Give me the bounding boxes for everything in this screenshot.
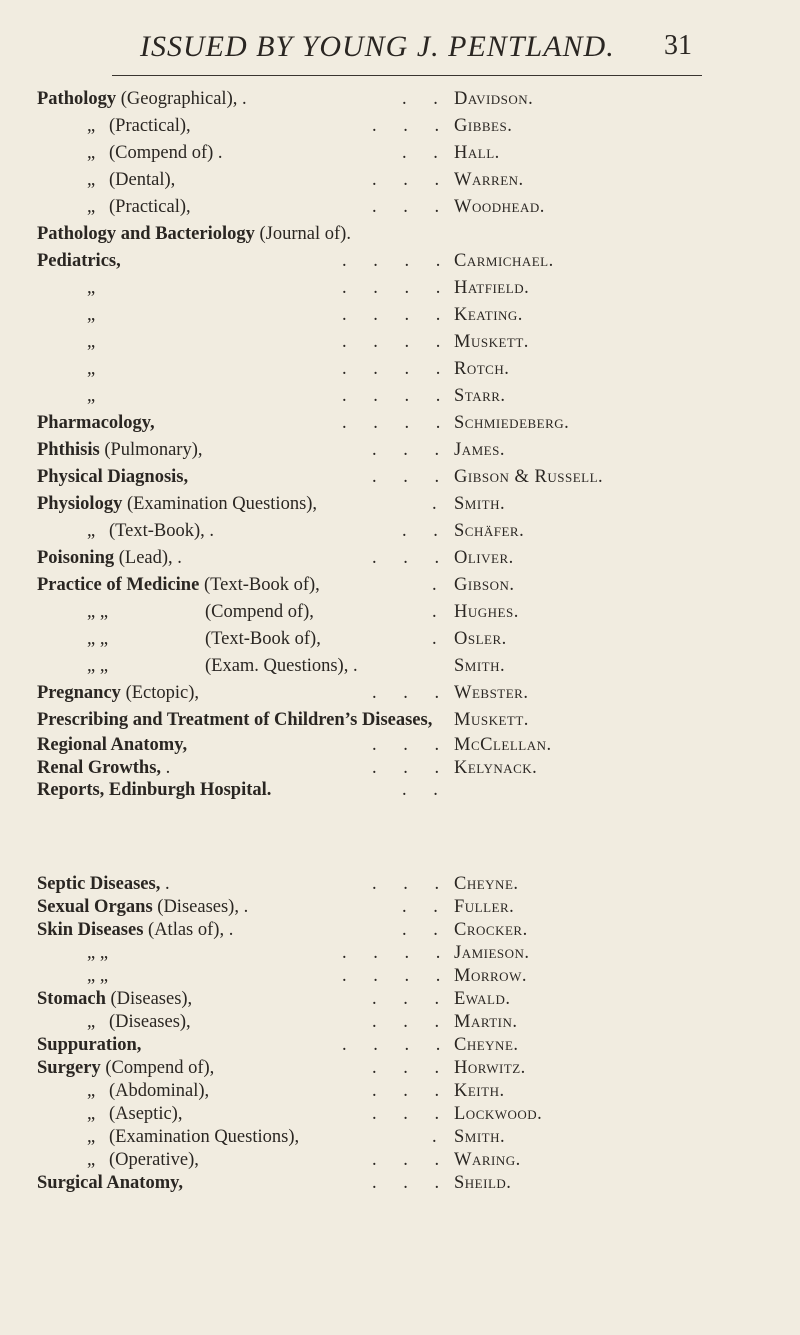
catalogue-entry [37, 873, 777, 896]
subject-heading: Physiology [37, 494, 123, 514]
entry-author: Keith. [454, 1081, 505, 1101]
catalogue-entry [37, 1011, 777, 1034]
entry-subject [37, 1172, 183, 1195]
subject-qualifier: (Operative), [109, 1150, 199, 1170]
catalogue-entry [37, 757, 777, 780]
leader-dots: . . . [372, 683, 440, 703]
entry-author: Smith. [454, 494, 506, 514]
subject-qualifier: (Practical), [109, 197, 191, 217]
leader-dots: . [432, 494, 437, 514]
header-rule [112, 75, 702, 76]
entry-subject [37, 734, 187, 757]
leader-dots: . . . [372, 874, 440, 894]
catalogue-entry [37, 329, 777, 356]
catalogue-entry [37, 518, 777, 545]
entry-author: Osler. [454, 629, 507, 649]
subject-heading: Prescribing and Treatment of Children’s Diseases, [37, 710, 433, 730]
entry-author: Warren. [454, 170, 524, 190]
section-r [37, 734, 777, 802]
subject-heading: Sexual Organs [37, 897, 153, 917]
ditto-mark: „ [87, 1081, 96, 1101]
ditto-mark: „ „ [87, 602, 109, 622]
entry-subject [37, 572, 320, 599]
ditto-mark: „ [87, 1150, 96, 1170]
subject-qualifier: (Diseases), [105, 989, 193, 1009]
entry-subject [37, 1057, 214, 1080]
subject-qualifier: (Compend of) . [109, 143, 223, 163]
catalogue-entry [37, 599, 777, 626]
entry-subject [37, 410, 155, 437]
subject-heading: Surgery [37, 1058, 101, 1078]
entry-subject [37, 86, 247, 113]
subject-qualifier: . [161, 757, 171, 778]
section-p [37, 86, 777, 734]
leader-dots: . . . [372, 1058, 440, 1078]
entry-author: Hughes. [454, 602, 519, 622]
subject-heading: Skin Diseases [37, 920, 144, 940]
leader-dots: . . . [372, 116, 440, 136]
entry-author: Muskett. [454, 710, 529, 730]
catalogue-entry [37, 942, 777, 965]
header-title: ISSUED BY YOUNG J. PENTLAND. [140, 30, 615, 63]
catalogue-entry [37, 572, 777, 599]
catalogue-entry [37, 194, 777, 221]
subject-qualifier: (Lead), . [114, 548, 182, 568]
catalogue-entry [37, 896, 777, 919]
section-s [37, 873, 777, 1195]
catalogue-entry [37, 653, 777, 680]
leader-dots: . [432, 1127, 437, 1147]
subject-qualifier: (Compend of), [100, 1058, 215, 1078]
ditto-mark: „ „ [87, 943, 109, 963]
leader-dots: . . . [372, 989, 440, 1009]
entry-subject [37, 464, 188, 491]
leader-dots: . . . . [342, 386, 441, 406]
catalogue-entry [37, 1034, 777, 1057]
catalogue-entry [37, 410, 777, 437]
catalogue-entry [37, 680, 777, 707]
catalogue-entry [37, 275, 777, 302]
catalogue-entry [37, 491, 777, 518]
entry-author: Martin. [454, 1012, 518, 1032]
catalogue-entry [37, 988, 777, 1011]
catalogue-entry [37, 626, 777, 653]
entry-author: Jamieson. [454, 943, 530, 963]
leader-dots: . . . . [342, 305, 441, 325]
ditto-mark: „ „ [87, 966, 109, 986]
entry-subject [37, 1034, 141, 1057]
catalogue-entry [37, 1172, 777, 1195]
subject-qualifier: (Examination Questions), [122, 494, 318, 514]
entry-author: Keating. [454, 305, 523, 325]
leader-dots: . . . [372, 1173, 440, 1193]
subject-heading: Pregnancy [37, 683, 121, 703]
subject-heading: Pharmacology, [37, 413, 155, 433]
catalogue-entry [37, 248, 777, 275]
leader-dots: . [432, 629, 437, 649]
subject-qualifier: (Practical), [109, 116, 191, 136]
catalogue-entry [37, 779, 777, 802]
catalogue-entry [37, 167, 777, 194]
subject-heading: Pathology and Bacteriology [37, 224, 255, 244]
entry-author: McClellan. [454, 735, 552, 755]
entry-author: Gibson. [454, 575, 515, 595]
subject-heading: Practice of Medicine [37, 575, 200, 595]
leader-dots: . . . . [342, 413, 441, 433]
subject-qualifier: (Examination Questions), [109, 1127, 300, 1147]
catalogue-entry [37, 113, 777, 140]
leader-dots: . . . [372, 1104, 440, 1124]
ditto-mark: „ „ [87, 629, 109, 649]
catalogue-entry [37, 707, 777, 734]
subject-heading: Reports, Edinburgh Hospital. [37, 780, 272, 801]
ditto-mark: „ [87, 305, 96, 325]
catalogue-entry [37, 356, 777, 383]
page-number: 31 [664, 30, 692, 61]
ditto-mark: „ [87, 386, 96, 406]
leader-dots: . . . . [342, 332, 441, 352]
leader-dots: . . . [372, 1150, 440, 1170]
leader-dots: . . [402, 143, 438, 163]
entry-author: Woodhead. [454, 197, 545, 217]
subject-heading: Poisoning [37, 548, 115, 568]
entry-author: Horwitz. [454, 1058, 526, 1078]
catalogue-entry [37, 437, 777, 464]
leader-dots: . . [402, 521, 438, 541]
entry-author: Starr. [454, 386, 506, 406]
entry-author: Rotch. [454, 359, 510, 379]
leader-dots: . . . [372, 197, 440, 217]
catalogue-entry [37, 1126, 777, 1149]
subject-qualifier: . [160, 874, 170, 894]
entry-subject [37, 248, 121, 275]
subject-qualifier: (Exam. Questions), . [205, 656, 358, 676]
leader-dots: . . . [372, 170, 440, 190]
entry-author: Crocker. [454, 920, 528, 940]
leader-dots: . [432, 602, 437, 622]
leader-dots: . . [402, 89, 438, 109]
subject-qualifier: (Compend of), [205, 602, 314, 622]
entry-author: James. [454, 440, 505, 460]
catalogue-entry [37, 1080, 777, 1103]
subject-heading: Phthisis [37, 440, 100, 460]
entry-author: Carmichael. [454, 251, 554, 271]
leader-dots: . . [402, 780, 438, 801]
entry-subject [37, 437, 202, 464]
subject-qualifier: (Dental), [109, 170, 176, 190]
entry-author: Cheyne. [454, 1035, 519, 1055]
entry-author: Smith. [454, 656, 506, 676]
catalogue-entry [37, 302, 777, 329]
catalogue-entry [37, 1149, 777, 1172]
entry-subject [37, 491, 317, 518]
ditto-mark: „ [87, 1104, 96, 1124]
subject-heading: Pathology [37, 89, 117, 109]
leader-dots: . . . . [342, 966, 441, 986]
entry-author: Schäfer. [454, 521, 525, 541]
entry-author: Sheild. [454, 1173, 512, 1193]
ditto-mark: „ [87, 332, 96, 352]
entry-subject [37, 988, 192, 1011]
ditto-mark: „ [87, 521, 96, 541]
subject-heading: Suppuration, [37, 1035, 142, 1055]
catalogue-entry [37, 1057, 777, 1080]
ditto-mark: „ [87, 1127, 96, 1147]
catalogue-entry [37, 140, 777, 167]
ditto-mark: „ [87, 116, 96, 136]
catalogue-entry [37, 734, 777, 757]
leader-dots: . . . . [342, 943, 441, 963]
ditto-mark: „ [87, 278, 96, 298]
subject-qualifier: (Journal of). [254, 224, 351, 244]
ditto-mark: „ [87, 143, 96, 163]
entry-subject [37, 221, 351, 248]
subject-qualifier: (Abdominal), [109, 1081, 210, 1101]
subject-qualifier: (Ectopic), [120, 683, 200, 703]
catalogue-entry [37, 221, 777, 248]
entry-subject [37, 873, 170, 896]
entry-author: Hatfield. [454, 278, 530, 298]
leader-dots: . . . . [342, 278, 441, 298]
subject-heading: Regional Anatomy, [37, 735, 188, 755]
leader-dots: . . . [372, 440, 440, 460]
catalogue-entry [37, 464, 777, 491]
subject-qualifier: (Text-Book of), [199, 575, 320, 595]
leader-dots: . . . . [342, 359, 441, 379]
entry-subject [37, 680, 199, 707]
entry-subject [37, 919, 233, 942]
leader-dots: . . [402, 897, 438, 917]
entry-subject [37, 896, 248, 919]
entry-author: Lockwood. [454, 1104, 543, 1124]
leader-dots: . [432, 575, 437, 595]
entry-author: Gibbes. [454, 116, 513, 136]
catalogue-entry [37, 919, 777, 942]
leader-dots: . . . [372, 735, 440, 755]
subject-qualifier: (Aseptic), [109, 1104, 183, 1124]
subject-qualifier: (Text-Book), . [109, 521, 215, 541]
catalogue-entry [37, 1103, 777, 1126]
subject-qualifier: (Atlas of), . [143, 920, 234, 940]
catalogue-entry [37, 86, 777, 113]
catalogue-entry [37, 545, 777, 572]
entry-subject [37, 779, 271, 802]
catalogue-entry [37, 965, 777, 988]
subject-heading: Physical Diagnosis, [37, 467, 189, 487]
leader-dots: . . . [372, 757, 440, 778]
subject-qualifier: (Text-Book of), [205, 629, 321, 649]
entry-author: Waring. [454, 1150, 521, 1170]
leader-dots: . . [402, 920, 438, 940]
entry-author: Muskett. [454, 332, 529, 352]
ditto-mark: „ [87, 359, 96, 379]
subject-qualifier: (Diseases), [109, 1012, 191, 1032]
leader-dots: . . . [372, 1081, 440, 1101]
entry-author: Oliver. [454, 548, 514, 568]
entry-author: Hall. [454, 143, 500, 163]
entry-author: Webster. [454, 683, 529, 703]
entry-author: Schmiedeberg. [454, 413, 570, 433]
entry-author: Davidson. [454, 89, 534, 109]
leader-dots: . . . . [342, 1035, 441, 1055]
leader-dots: . . . [372, 467, 440, 487]
ditto-mark: „ „ [87, 656, 109, 676]
leader-dots: . . . . [342, 251, 441, 271]
catalogue-entry [37, 383, 777, 410]
entry-subject [37, 757, 170, 780]
subject-heading: Pediatrics, [37, 251, 121, 271]
subject-qualifier: (Pulmonary), [99, 440, 203, 460]
entry-author: Gibson & Russell. [454, 467, 604, 487]
entry-author: Fuller. [454, 897, 515, 917]
subject-qualifier: (Diseases), . [152, 897, 249, 917]
leader-dots: . . . [372, 1012, 440, 1032]
subject-qualifier: (Geographical), . [116, 89, 247, 109]
entry-author: Smith. [454, 1127, 506, 1147]
entry-author: Morrow. [454, 966, 527, 986]
leader-dots: . . . [372, 548, 440, 568]
entry-subject [37, 707, 432, 734]
subject-heading: Stomach [37, 989, 106, 1009]
running-header [0, 30, 800, 78]
entry-author: Kelynack. [454, 757, 538, 778]
subject-heading: Renal Growths, [37, 757, 162, 778]
ditto-mark: „ [87, 170, 96, 190]
subject-heading: Septic Diseases, [37, 874, 161, 894]
entry-author: Cheyne. [454, 874, 519, 894]
entry-subject [37, 545, 182, 572]
entry-author: Ewald. [454, 989, 511, 1009]
ditto-mark: „ [87, 197, 96, 217]
ditto-mark: „ [87, 1012, 96, 1032]
subject-heading: Surgical Anatomy, [37, 1173, 183, 1193]
